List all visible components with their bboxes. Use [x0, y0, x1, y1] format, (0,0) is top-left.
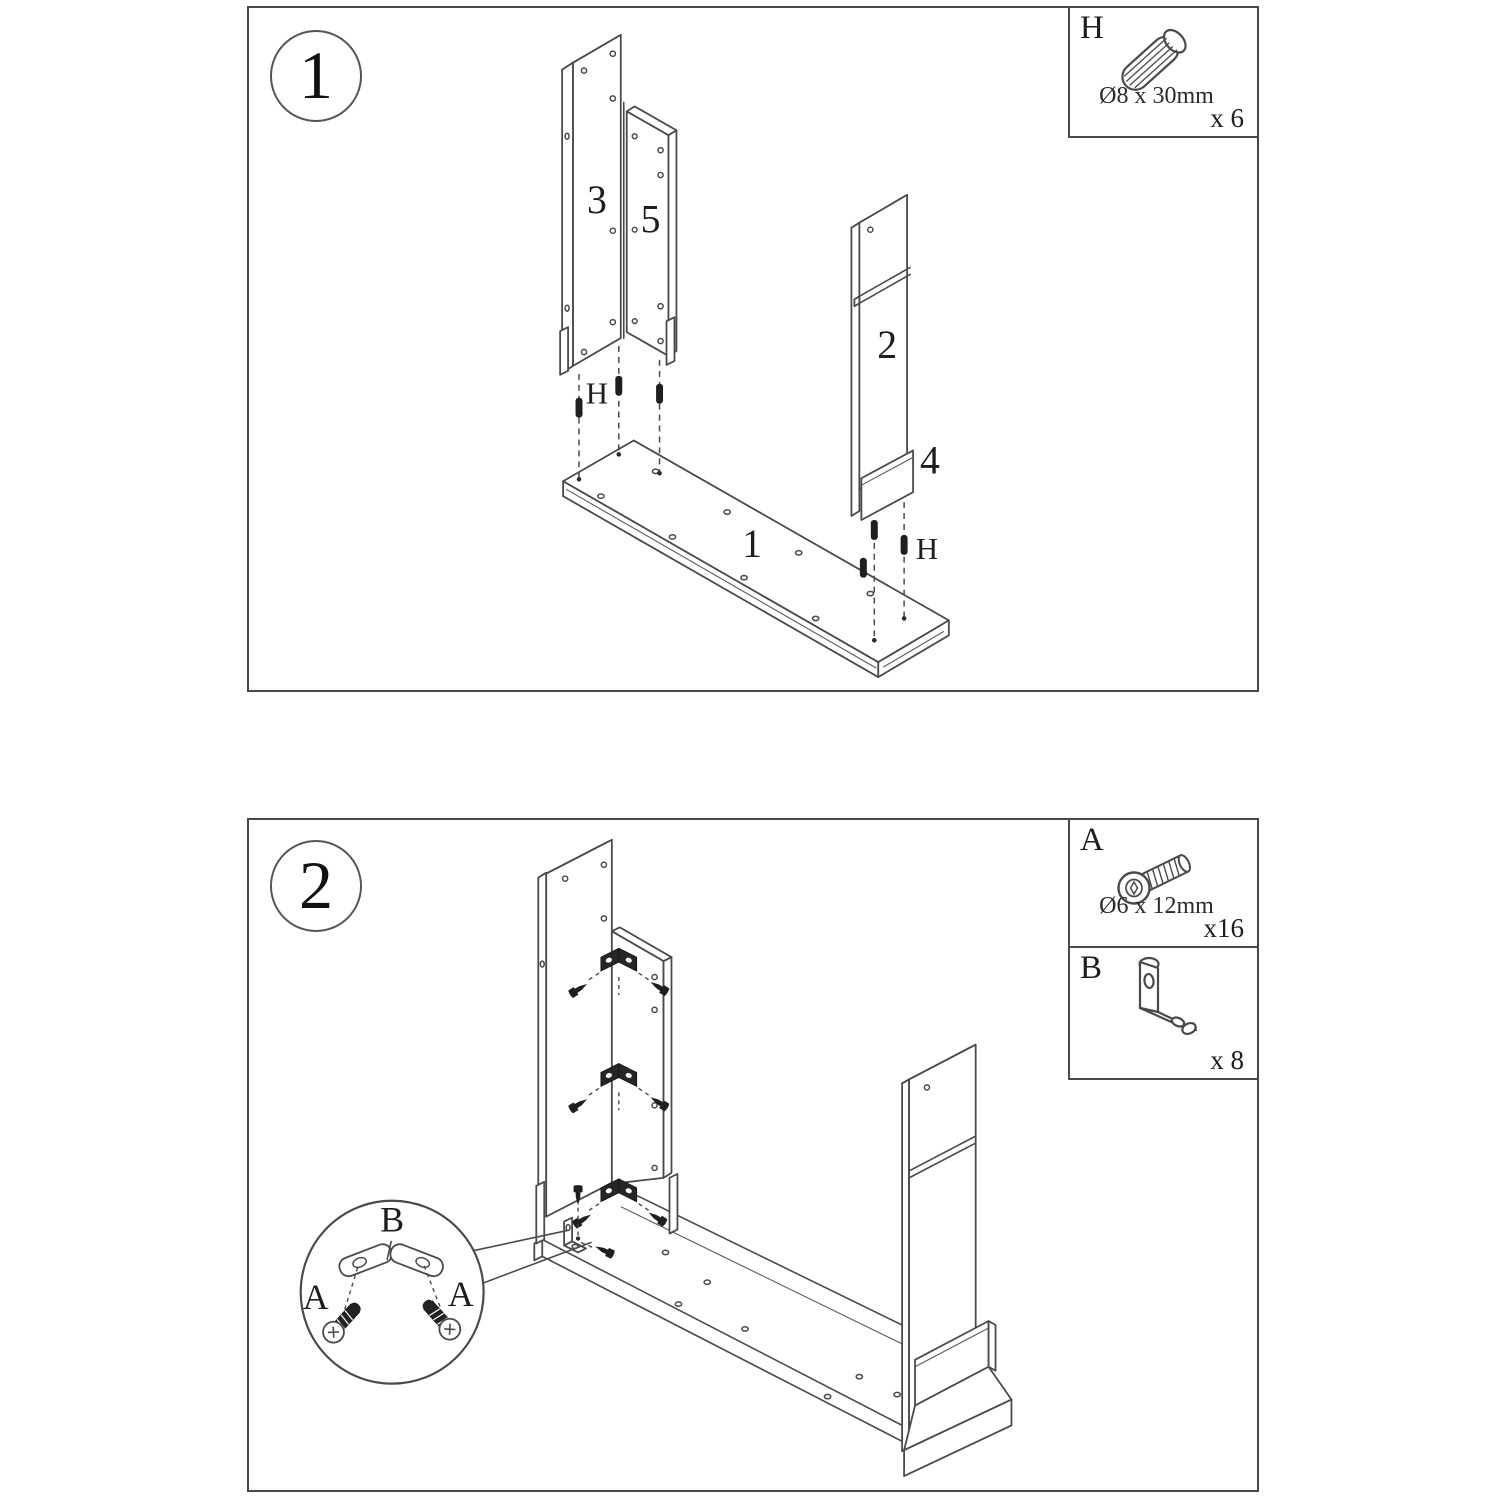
- panel-5-shape: [627, 106, 677, 364]
- hardware-box-b: [1068, 946, 1259, 1080]
- part-label-base: 1: [742, 521, 762, 566]
- detail-callout: [301, 1200, 591, 1384]
- hardware-box-h: [1068, 6, 1259, 138]
- panel-3-shape: [560, 35, 621, 375]
- dowel-label-right: H: [915, 531, 939, 566]
- base-panel-assembled: [534, 1185, 904, 1441]
- step2-number: 2: [299, 847, 333, 923]
- dowel-icon: [871, 520, 878, 540]
- dowel-icon: [576, 398, 583, 418]
- part-label-2: 2: [877, 322, 898, 367]
- corner-post-assembled: [536, 840, 677, 1244]
- callout-screw-label-left: A: [302, 1277, 329, 1318]
- dowel-icon: [860, 558, 867, 578]
- hardware-a-spec: Ø6 x 12mm: [1099, 893, 1214, 919]
- hardware-h-qty: x 6: [1210, 103, 1244, 133]
- callout-screw-label-right: A: [447, 1274, 474, 1315]
- screw-icon: [572, 1211, 594, 1229]
- step1-number: 1: [299, 37, 333, 113]
- hardware-h-letter: H: [1080, 10, 1104, 46]
- hardware-a-qty: x16: [1203, 913, 1244, 943]
- panel-3-assembled: [536, 840, 612, 1244]
- screw-icon: [593, 1242, 615, 1259]
- hardware-box-a: [1068, 818, 1259, 948]
- part-label-5: 5: [640, 197, 661, 242]
- dowel-icon: [615, 376, 622, 396]
- part-label-3: 3: [586, 177, 607, 222]
- corner-post-shape: [560, 35, 676, 375]
- dowel-icon: [901, 535, 908, 555]
- hardware-a-letter: A: [1080, 822, 1104, 858]
- hardware-b-qty: x 8: [1210, 1045, 1244, 1075]
- side-panel-shape: [851, 195, 940, 520]
- foot-bracket: [564, 1218, 615, 1259]
- hardware-h-spec: Ø8 x 30mm: [1099, 83, 1214, 109]
- part-label-4: 4: [920, 438, 940, 483]
- dowel-label-left: H: [585, 376, 609, 411]
- base-screw-holes: [662, 1250, 900, 1399]
- callout-bracket-label: B: [380, 1199, 405, 1240]
- hardware-b-letter: B: [1080, 950, 1103, 986]
- dowel-icon: [656, 384, 663, 404]
- side-panel-assembled: [902, 1045, 1011, 1476]
